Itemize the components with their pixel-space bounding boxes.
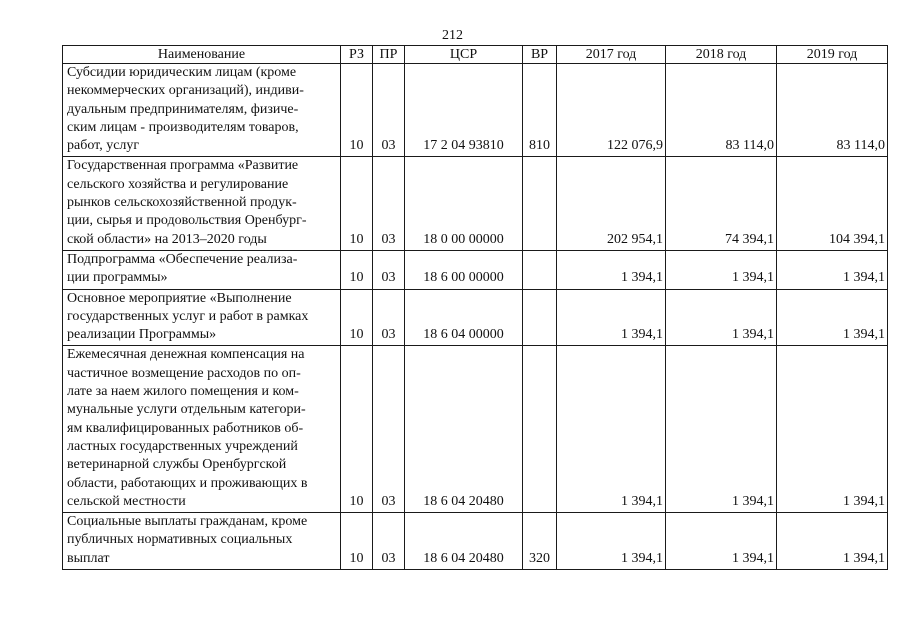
row-name-line: Ежемесячная денежная компенсация на <box>67 347 305 363</box>
row-pr: 03 <box>373 346 405 513</box>
row-2019: 1 394,1 <box>777 289 888 346</box>
row-name-line: сельского хозяйства и регулирование <box>67 176 289 192</box>
row-pr: 03 <box>373 289 405 346</box>
row-2018: 1 394,1 <box>666 513 777 570</box>
row-vr: 810 <box>523 64 557 157</box>
header-rz: РЗ <box>341 46 373 64</box>
row-vr <box>523 346 557 513</box>
row-vr <box>523 157 557 250</box>
row-vr <box>523 289 557 346</box>
row-vr <box>523 250 557 289</box>
row-rz: 10 <box>341 64 373 157</box>
header-2018: 2018 год <box>666 46 777 64</box>
row-csr: 18 6 04 20480 <box>405 513 523 570</box>
row-csr: 18 0 00 00000 <box>405 157 523 250</box>
row-2018: 1 394,1 <box>666 250 777 289</box>
table-row <box>63 289 888 346</box>
row-2017: 1 394,1 <box>557 289 666 346</box>
row-name-line: некоммерческих организаций), индиви- <box>67 83 304 99</box>
header-vr: ВР <box>523 46 557 64</box>
table-row <box>63 250 888 289</box>
row-2019: 1 394,1 <box>777 346 888 513</box>
row-name-line: Социальные выплаты гражданам, кроме <box>67 514 308 530</box>
row-name-line: Субсидии юридическим лицам (кроме <box>67 65 297 80</box>
row-name <box>63 157 341 250</box>
row-name-line: дуальным предпринимателям, физиче- <box>67 101 299 117</box>
header-pr: ПР <box>373 46 405 64</box>
row-pr: 03 <box>373 64 405 157</box>
row-name-line: частичное возмещение расходов по оп- <box>67 365 301 381</box>
row-name-line: рынков сельскохозяйственной продук- <box>67 195 297 211</box>
row-name-line: ским лицам - производителям товаров, <box>67 119 299 135</box>
row-2017: 1 394,1 <box>557 513 666 570</box>
table-row <box>63 513 888 570</box>
budget-table <box>62 45 888 570</box>
row-name-line: ции программы» <box>67 270 168 286</box>
row-2019: 1 394,1 <box>777 513 888 570</box>
row-pr: 03 <box>373 250 405 289</box>
row-name-line: работ, услуг <box>67 138 140 154</box>
row-name-line: ям квалифицированных работников об- <box>67 420 304 436</box>
header-2019: 2019 год <box>777 46 888 64</box>
row-name-line: мунальные услуги отдельным категори- <box>67 402 306 418</box>
row-2018: 83 114,0 <box>666 64 777 157</box>
row-rz: 10 <box>341 346 373 513</box>
row-name-line: Подпрограмма «Обеспечение реализа- <box>67 251 298 267</box>
row-2018: 1 394,1 <box>666 289 777 346</box>
row-2019: 1 394,1 <box>777 250 888 289</box>
row-pr: 03 <box>373 513 405 570</box>
row-name-line: публичных нормативных социальных <box>67 532 293 548</box>
row-name-line: ветеринарной службы Оренбургской <box>67 457 287 473</box>
row-name-line: области, работающих и проживающих в <box>67 475 308 491</box>
header-csr: ЦСР <box>405 46 523 64</box>
row-2017: 1 394,1 <box>557 250 666 289</box>
row-name-line: государственных услуг и работ в рамках <box>67 308 309 324</box>
row-name-line: лате за наем жилого помещения и ком- <box>67 384 299 400</box>
header-name: Наименование <box>63 46 341 64</box>
row-2017: 122 076,9 <box>557 64 666 157</box>
row-csr: 17 2 04 93810 <box>405 64 523 157</box>
row-csr: 18 6 00 00000 <box>405 250 523 289</box>
row-name-line: ластных государственных учреждений <box>67 438 298 454</box>
row-name <box>63 346 341 513</box>
row-pr: 03 <box>373 157 405 250</box>
row-2018: 1 394,1 <box>666 346 777 513</box>
row-name <box>63 64 341 157</box>
row-name <box>63 250 341 289</box>
row-rz: 10 <box>341 250 373 289</box>
row-csr: 18 6 04 00000 <box>405 289 523 346</box>
row-name <box>63 513 341 570</box>
table-row <box>63 346 888 513</box>
row-rz: 10 <box>341 157 373 250</box>
row-vr: 320 <box>523 513 557 570</box>
table-row <box>63 157 888 250</box>
row-2017: 1 394,1 <box>557 346 666 513</box>
row-rz: 10 <box>341 513 373 570</box>
table-row <box>63 64 888 157</box>
row-name-line: Государственная программа «Развитие <box>67 158 299 174</box>
header-row <box>63 46 888 64</box>
row-name <box>63 289 341 346</box>
page-number: 212 <box>442 28 463 43</box>
row-name-line: ции, сырья и продовольствия Оренбург- <box>67 213 307 229</box>
header-2017: 2017 год <box>557 46 666 64</box>
row-name-line: выплат <box>67 550 110 566</box>
row-2018: 74 394,1 <box>666 157 777 250</box>
row-name-line: ской области» на 2013–2020 годы <box>67 231 267 247</box>
row-2017: 202 954,1 <box>557 157 666 250</box>
row-rz: 10 <box>341 289 373 346</box>
row-name-line: сельской местности <box>67 493 186 509</box>
row-2019: 83 114,0 <box>777 64 888 157</box>
row-name-line: реализации Программы» <box>67 327 217 343</box>
row-name-line: Основное мероприятие «Выполнение <box>67 290 292 306</box>
row-2019: 104 394,1 <box>777 157 888 250</box>
row-csr: 18 6 04 20480 <box>405 346 523 513</box>
